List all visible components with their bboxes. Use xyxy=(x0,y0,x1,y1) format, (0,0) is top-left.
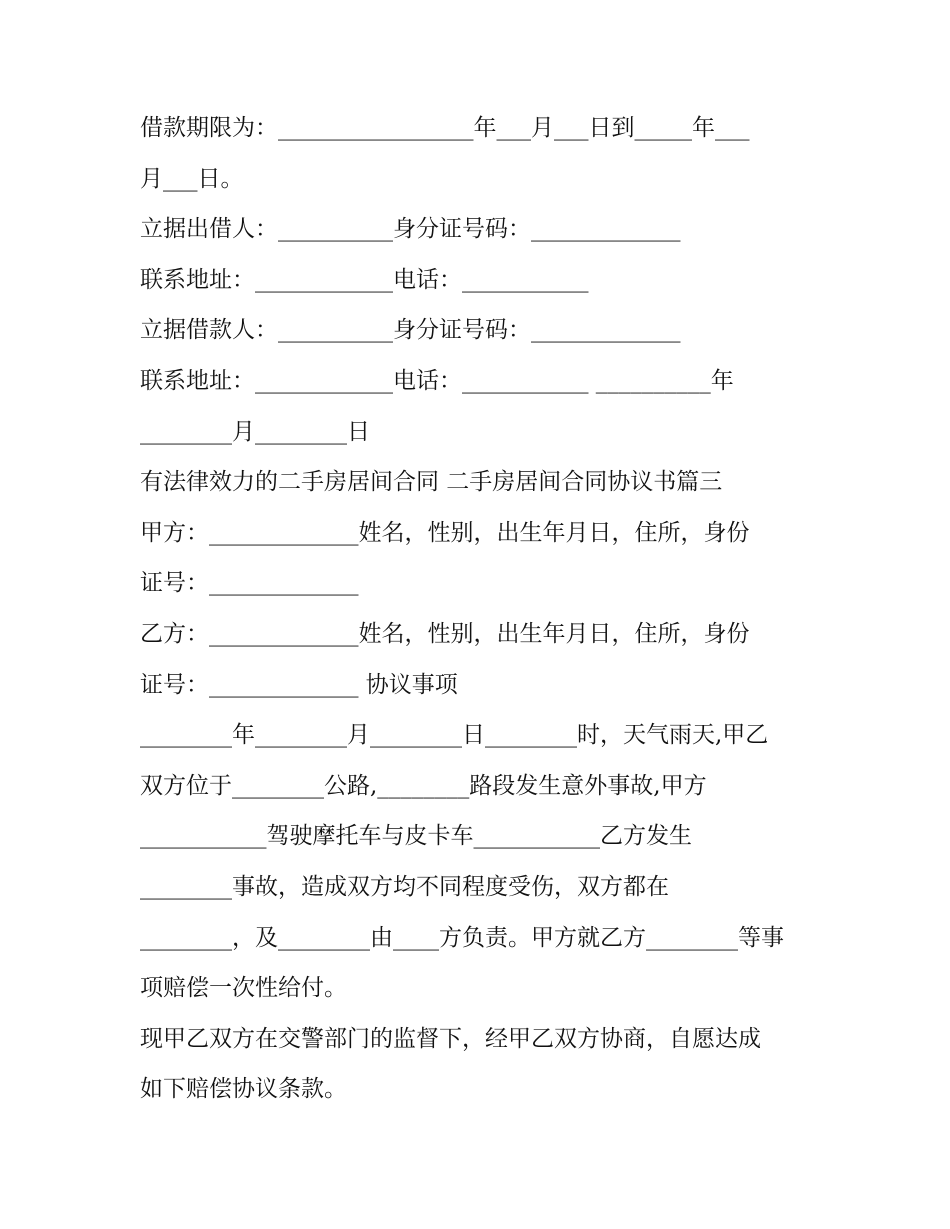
party-b-line: 乙方：_____________姓名，性别，出生年月日，住所，身份 xyxy=(140,620,750,647)
paragraph-line: 双方位于________公路,________路段发生意外事故,甲方 xyxy=(140,772,707,799)
section-title: 有法律效力的二手房居间合同 二手房居间合同协议书篇三 xyxy=(140,469,723,496)
paragraph-line: ___________驾驶摩托车与皮卡车___________乙方发生 xyxy=(140,823,692,850)
paragraph-line: ________年________月________日________时，天气雨天,甲乙 xyxy=(140,722,769,749)
loan-term-line-cont: 月___日。 xyxy=(140,165,244,192)
party-a-id-line: 证号：_____________ xyxy=(140,570,359,597)
paragraph-line: 现甲乙双方在交警部门的监督下，经甲乙双方协商，自愿达成 xyxy=(140,1025,761,1052)
loan-term-line: 借款期限为：_________________年___月___日到_____年___ xyxy=(140,115,750,141)
borrower-line: 立据借款人：__________身分证号码：_____________ xyxy=(140,317,681,344)
party-b-id-line: 证号：_____________ 协议事项 xyxy=(140,671,458,698)
party-a-line: 甲方：_____________姓名，性别，出生年月日，住所，身份 xyxy=(140,519,750,546)
date-line: ________月________日 xyxy=(140,418,370,445)
paragraph-line: 如下赔偿协议条款。 xyxy=(140,1076,347,1103)
lender-contact-line: 联系地址：____________电话：___________ xyxy=(140,266,589,293)
paragraph-line: ________，及________由____方负责。甲方就乙方________等事 xyxy=(140,924,784,951)
borrower-contact-line: 联系地址：____________电话：___________ __________年 xyxy=(140,367,734,394)
paragraph-line: ________事故，造成双方均不同程度受伤，双方都在 xyxy=(140,873,669,900)
paragraph-line: 项赔偿一次性给付。 xyxy=(140,975,347,1002)
document-body xyxy=(140,103,820,1115)
lender-line: 立据出借人：__________身分证号码：_____________ xyxy=(140,216,681,243)
